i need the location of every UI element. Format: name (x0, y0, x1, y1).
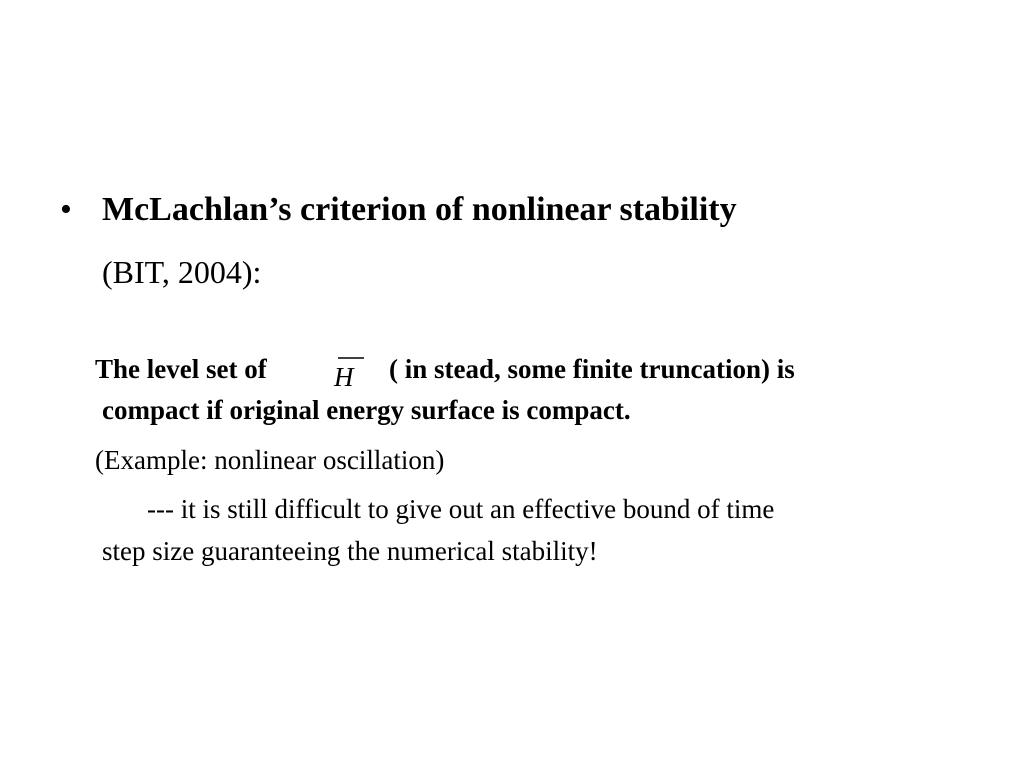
example-text: (Example: nonlinear oscillation) (95, 445, 445, 475)
slide-heading: McLachlan’s criterion of nonlinear stability (102, 191, 737, 228)
criterion-line-2: compact if original energy surface is compact. (102, 395, 631, 425)
criterion-text-before: The level set of (95, 354, 267, 384)
note-line-2: step size guaranteeing the numerical stability! (102, 536, 598, 566)
h-bar-symbol (332, 355, 376, 391)
h-symbol-letter: H (334, 362, 354, 391)
bullet-marker: • (60, 191, 72, 228)
criterion-text-after: ( in stead, some finite truncation) is (389, 354, 795, 384)
note-line-1: --- it is still difficult to give out an effective bound of time (147, 494, 775, 524)
citation: (BIT, 2004): (102, 254, 262, 290)
